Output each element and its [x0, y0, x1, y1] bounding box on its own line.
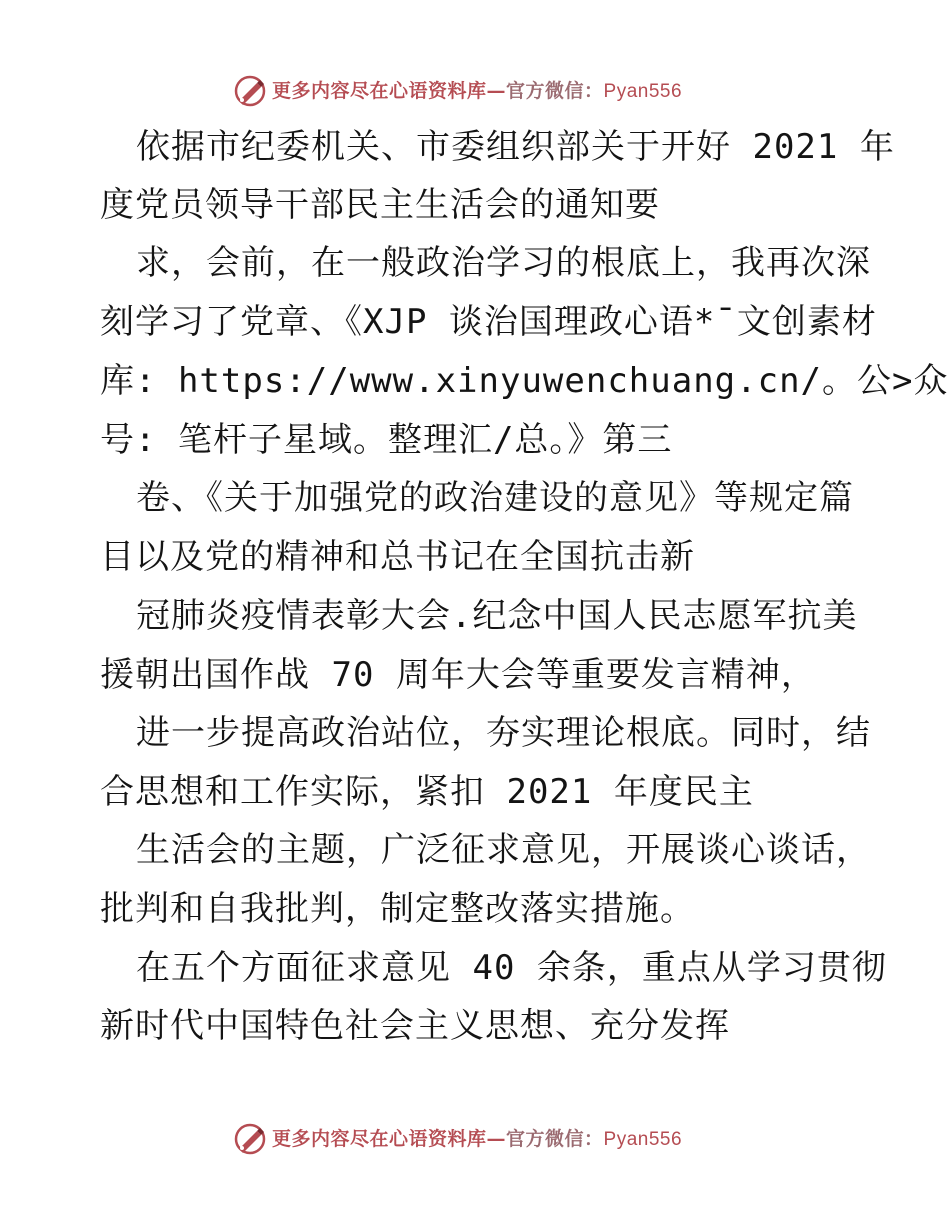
footer-watermark-dash: — [486, 1128, 507, 1150]
body-line: 援朝出国作战 70 周年大会等重要发言精神， [100, 655, 816, 695]
header-watermark-text [272, 79, 682, 104]
body-line: 合思想和工作实际，紧扣 2021 年度民主 [100, 772, 754, 812]
footer-watermark-main: 更多内容尽在心语资料库 [272, 1128, 487, 1150]
body-line: 进一步提高政治站位，夯实理论根底。同时，结 [136, 713, 871, 753]
header-watermark-main: 更多内容尽在心语资料库 [272, 80, 487, 102]
body-line: 目以及党的精神和总书记在全国抗击新 [100, 537, 695, 577]
body-line: 依据市纪委机关、市委组织部关于开好 2021 年 [136, 127, 895, 167]
footer-watermark-id: Pyan556 [603, 1129, 683, 1150]
brush-pen-logo-icon [233, 74, 267, 108]
header-watermark-id: Pyan556 [603, 81, 683, 102]
header-watermark-label: 官方微信： [506, 80, 604, 102]
body-line: 号: 笔杆子星域。整理汇/总。》第三 [100, 420, 673, 460]
body-line: 卷、《关于加强党的政治建设的意见》等规定篇 [136, 478, 854, 518]
footer-watermark-label: 官方微信： [506, 1128, 604, 1150]
body-line: 批判和自我批判，制定整改落实措施。 [100, 889, 695, 929]
brush-pen-logo-icon [233, 1122, 267, 1156]
body-line: 度党员领导干部民主生活会的通知要 [100, 185, 660, 225]
body-line: 求，会前，在一般政治学习的根底上，我再次深 [136, 243, 871, 283]
body-line: 冠肺炎疫情表彰大会.纪念中国人民志愿军抗美 [136, 596, 858, 636]
body-line: 新时代中国特色社会主义思想、充分发挥 [100, 1006, 730, 1046]
footer-watermark-banner [0, 1120, 950, 1160]
body-line: 在五个方面征求意见 40 余条，重点从学习贯彻 [136, 948, 887, 988]
body-line: 生活会的主题，广泛征求意见，开展谈心谈话， [136, 830, 871, 870]
body-line: 刻学习了党章、《XJP 谈治国理政心语*¯文创素材 [100, 302, 877, 342]
header-watermark-banner [0, 72, 950, 112]
footer-watermark-text [272, 1127, 682, 1152]
header-watermark-dash: — [486, 80, 507, 102]
body-line: 库: https://www.xinyuwenchuang.cn/。公>众 [100, 361, 949, 401]
